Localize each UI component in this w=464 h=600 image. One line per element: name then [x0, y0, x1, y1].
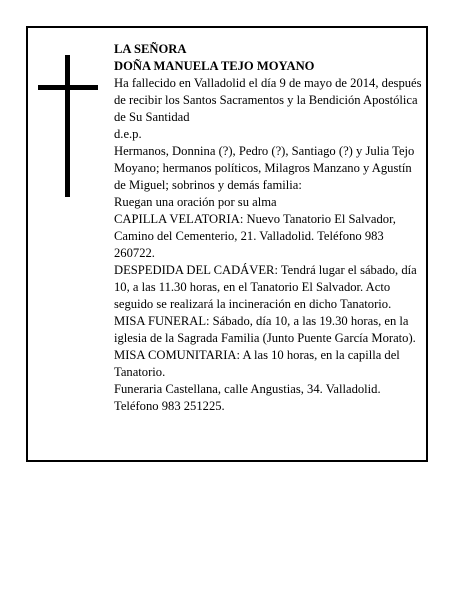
community-mass-info: MISA COMUNITARIA: A las 10 horas, en la capilla del Tanatorio.: [114, 348, 400, 379]
latin-cross-icon: [38, 55, 98, 197]
cross-horizontal-bar: [38, 85, 98, 90]
notice-heading-title: LA SEÑORA: [114, 42, 187, 56]
farewell-info: DESPEDIDA DEL CADÁVER: Tendrá lugar el sábado, día 10, a las 11.30 horas, en el Tanatorio El Salvador. Acto seguido se realizará la incineración en dicho Tanatorio.: [114, 263, 417, 311]
funeral-mass-info: MISA FUNERAL: Sábado, día 10, a las 19.30 horas, en la iglesia de la Sagrada Familia (Junto Puente García Morato).: [114, 314, 416, 345]
prayer-request: Ruegan una oración por su alma: [114, 195, 277, 209]
family-list: Hermanos, Donnina (?), Pedro (?), Santiago (?) y Julia Tejo Moyano; hermanos políticos, Milagros Manzano y Agustín de Miguel; sobrinos y demás familia:: [114, 144, 415, 192]
notice-text: [114, 41, 426, 415]
dep-abbreviation: d.e.p.: [114, 127, 142, 141]
obituary-notice: [26, 26, 428, 462]
cross-vertical-bar: [65, 55, 70, 197]
chapel-info: CAPILLA VELATORIA: Nuevo Tanatorio El Salvador, Camino del Cementerio, 21. Valladolid. Teléfono 983 260722.: [114, 212, 396, 260]
funeral-home-info: Funeraria Castellana, calle Angustias, 34. Valladolid. Teléfono 983 251225.: [114, 382, 381, 413]
death-announcement: Ha fallecido en Valladolid el día 9 de mayo de 2014, después de recibir los Santos Sacramentos y la Bendición Apostólica de Su Santidad: [114, 76, 422, 124]
deceased-name: DOÑA MANUELA TEJO MOYANO: [114, 59, 315, 73]
